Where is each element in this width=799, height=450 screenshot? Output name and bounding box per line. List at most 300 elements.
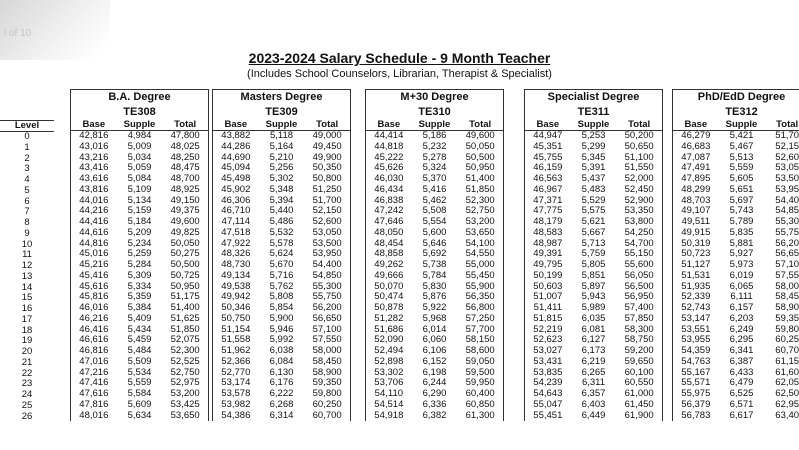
salary-cell: 59,200 bbox=[624, 345, 654, 356]
level-cell: 2 bbox=[24, 152, 30, 164]
salary-cell: 49,511 bbox=[681, 216, 711, 227]
column-header: Supple bbox=[418, 119, 451, 130]
salary-cell: 61,60 bbox=[775, 366, 799, 378]
salary-cell: 5,284 bbox=[127, 259, 152, 270]
salary-cell: 47,616 bbox=[79, 388, 109, 399]
degree-name: Masters Degree bbox=[240, 91, 323, 103]
salary-cell: 6,336 bbox=[422, 398, 447, 410]
table-row bbox=[673, 357, 799, 368]
salary-cell: 6,014 bbox=[422, 323, 447, 335]
salary-cell: 48,326 bbox=[221, 248, 251, 260]
table-row bbox=[525, 142, 662, 153]
salary-cell: 5,609 bbox=[127, 398, 152, 410]
degree-code: TE309 bbox=[265, 106, 298, 118]
salary-cell: 45,816 bbox=[79, 291, 109, 303]
salary-cell: 58,45 bbox=[775, 291, 799, 303]
salary-cell: 5,459 bbox=[127, 334, 152, 346]
salary-cell: 6,130 bbox=[269, 366, 294, 378]
table-row bbox=[673, 271, 799, 282]
salary-cell: 54,514 bbox=[374, 398, 404, 410]
salary-cell: 52,525 bbox=[170, 355, 200, 367]
salary-cell: 51,400 bbox=[170, 302, 200, 313]
salary-cell: 56,650 bbox=[312, 312, 342, 324]
salary-cell: 5,253 bbox=[581, 130, 606, 141]
salary-cell: 50,319 bbox=[681, 237, 711, 249]
table-row bbox=[366, 357, 503, 368]
salary-cell: 59,80 bbox=[775, 323, 799, 335]
salary-cell: 5,462 bbox=[422, 194, 447, 206]
salary-cell: 49,915 bbox=[681, 226, 711, 238]
salary-cell: 51,531 bbox=[681, 269, 711, 281]
table-row bbox=[71, 185, 208, 196]
salary-cell: 5,713 bbox=[581, 237, 606, 249]
level-cell: 0 bbox=[24, 131, 30, 142]
salary-cell: 5,927 bbox=[729, 248, 754, 260]
salary-cell: 58,450 bbox=[312, 355, 342, 367]
table-row bbox=[673, 228, 799, 239]
salary-cell: 5,034 bbox=[127, 151, 152, 163]
salary-cell: 57,100 bbox=[312, 323, 342, 335]
salary-cell: 55,750 bbox=[312, 291, 342, 303]
salary-cell: 57,550 bbox=[312, 334, 342, 346]
salary-cell: 5,059 bbox=[127, 162, 152, 174]
salary-cell: 52,743 bbox=[681, 302, 711, 313]
salary-cell: 45,616 bbox=[79, 280, 109, 292]
salary-cell: 5,692 bbox=[422, 248, 447, 260]
salary-cell: 47,922 bbox=[221, 237, 251, 249]
salary-cell: 47,775 bbox=[533, 205, 563, 217]
salary-cell: 5,486 bbox=[269, 216, 294, 227]
salary-cell: 50,950 bbox=[465, 162, 495, 174]
salary-cell: 5,416 bbox=[422, 183, 447, 195]
salary-cell: 47,016 bbox=[79, 355, 109, 367]
salary-cell: 5,881 bbox=[729, 237, 754, 249]
salary-cell: 6,065 bbox=[729, 280, 754, 292]
salary-cell: 44,016 bbox=[79, 194, 109, 206]
salary-cell: 46,159 bbox=[533, 162, 563, 174]
table-row bbox=[71, 271, 208, 282]
table-row bbox=[213, 228, 350, 239]
salary-cell: 60,100 bbox=[624, 366, 654, 378]
salary-cell: 55,000 bbox=[465, 259, 495, 270]
salary-cell: 5,467 bbox=[729, 140, 754, 152]
salary-cell: 5,302 bbox=[269, 173, 294, 184]
salary-cell: 47,087 bbox=[681, 151, 711, 163]
table-row bbox=[525, 357, 662, 368]
level-cell: 17 bbox=[21, 313, 33, 325]
column-header: Base bbox=[82, 119, 106, 130]
salary-cell: 52,750 bbox=[170, 366, 200, 378]
level-cell: 8 bbox=[24, 217, 30, 228]
salary-cell: 6,449 bbox=[581, 409, 606, 421]
salary-cell: 5,897 bbox=[581, 280, 606, 292]
salary-cell: 6,219 bbox=[581, 355, 606, 367]
salary-cell: 53,835 bbox=[533, 366, 563, 378]
salary-cell: 50,500 bbox=[170, 259, 200, 270]
salary-cell: 49,391 bbox=[533, 248, 563, 260]
salary-cell: 6,203 bbox=[729, 312, 754, 324]
salary-cell: 5,968 bbox=[422, 312, 447, 324]
salary-cell: 5,621 bbox=[581, 216, 606, 227]
salary-cell: 5,334 bbox=[127, 280, 152, 292]
salary-cell: 5,762 bbox=[269, 280, 294, 292]
salary-table bbox=[212, 89, 351, 421]
salary-cell: 5,509 bbox=[127, 355, 152, 367]
salary-cell: 5,716 bbox=[269, 269, 294, 281]
salary-cell: 53,200 bbox=[170, 388, 200, 399]
salary-cell: 5,359 bbox=[127, 291, 152, 303]
salary-cell: 47,416 bbox=[79, 377, 109, 389]
salary-cell: 43,882 bbox=[221, 130, 251, 141]
salary-cell: 50,199 bbox=[533, 269, 563, 281]
salary-cell: 6,341 bbox=[729, 345, 754, 356]
salary-cell: 5,784 bbox=[422, 269, 447, 281]
column-header: Total bbox=[316, 119, 339, 130]
salary-cell: 46,710 bbox=[221, 205, 251, 217]
salary-cell: 49,942 bbox=[221, 291, 251, 303]
level-cell: 5 bbox=[24, 184, 30, 196]
salary-cell: 56,500 bbox=[624, 280, 654, 292]
salary-cell: 50,603 bbox=[533, 280, 563, 292]
level-cell: 26 bbox=[21, 410, 33, 422]
salary-cell: 53,431 bbox=[533, 355, 563, 367]
salary-cell: 51,700 bbox=[312, 194, 342, 206]
salary-cell: 60,700 bbox=[312, 409, 342, 421]
salary-cell: 58,900 bbox=[312, 366, 342, 378]
salary-cell: 48,703 bbox=[681, 194, 711, 206]
salary-cell: 61,000 bbox=[624, 388, 654, 399]
salary-cell: 56,950 bbox=[624, 291, 654, 303]
salary-cell: 54,100 bbox=[465, 237, 495, 249]
salary-cell: 58,150 bbox=[465, 334, 495, 346]
salary-cell: 50,346 bbox=[221, 302, 251, 313]
salary-cell: 51,127 bbox=[681, 259, 711, 270]
salary-cell: 6,403 bbox=[581, 398, 606, 410]
column-header: Supple bbox=[577, 119, 610, 130]
salary-cell: 54,918 bbox=[374, 409, 404, 421]
salary-cell: 46,434 bbox=[374, 183, 404, 195]
level-cell: 16 bbox=[21, 303, 33, 314]
salary-cell: 5,697 bbox=[729, 194, 754, 206]
column-header: Total bbox=[776, 119, 799, 130]
salary-cell: 52,975 bbox=[170, 377, 200, 389]
salary-cell: 61,15 bbox=[775, 355, 799, 367]
salary-cell: 4,984 bbox=[127, 130, 152, 141]
salary-cell: 6,127 bbox=[581, 334, 606, 346]
table-row bbox=[213, 411, 350, 422]
salary-cell: 60,400 bbox=[465, 388, 495, 399]
salary-cell: 46,967 bbox=[533, 183, 563, 195]
salary-cell: 58,750 bbox=[624, 334, 654, 346]
salary-cell: 5,922 bbox=[422, 302, 447, 313]
salary-cell: 47,242 bbox=[374, 205, 404, 217]
salary-cell: 45,626 bbox=[374, 162, 404, 174]
salary-cell: 57,850 bbox=[624, 312, 654, 324]
salary-cell: 44,947 bbox=[533, 130, 563, 141]
column-header: Supple bbox=[123, 119, 156, 130]
salary-cell: 6,382 bbox=[422, 409, 447, 421]
salary-cell: 44,416 bbox=[79, 216, 109, 227]
table-row bbox=[71, 314, 208, 325]
salary-table bbox=[524, 89, 663, 421]
salary-table bbox=[365, 89, 504, 421]
salary-cell: 5,634 bbox=[127, 409, 152, 421]
salary-cell: 47,114 bbox=[221, 216, 251, 227]
level-column bbox=[0, 120, 54, 422]
salary-cell: 45,094 bbox=[221, 162, 251, 174]
salary-cell: 6,106 bbox=[422, 345, 447, 356]
salary-cell: 6,173 bbox=[581, 345, 606, 356]
salary-cell: 6,571 bbox=[729, 398, 754, 410]
salary-cell: 54,550 bbox=[465, 248, 495, 260]
salary-cell: 5,309 bbox=[127, 269, 152, 281]
salary-cell: 46,616 bbox=[79, 334, 109, 346]
salary-cell: 5,186 bbox=[422, 130, 447, 141]
salary-cell: 51,154 bbox=[221, 323, 251, 335]
salary-cell: 5,900 bbox=[269, 312, 294, 324]
salary-cell: 6,311 bbox=[581, 377, 606, 389]
salary-cell: 45,498 bbox=[221, 173, 251, 184]
table-row bbox=[673, 185, 799, 196]
salary-cell: 48,179 bbox=[533, 216, 563, 227]
salary-cell: 53,50 bbox=[775, 173, 799, 184]
salary-cell: 52,898 bbox=[374, 355, 404, 367]
salary-cell: 58,000 bbox=[312, 345, 342, 356]
table-row bbox=[366, 228, 503, 239]
salary-cell: 52,150 bbox=[312, 205, 342, 217]
salary-cell: 46,216 bbox=[79, 312, 109, 324]
salary-cell: 54,700 bbox=[624, 237, 654, 249]
salary-cell: 6,019 bbox=[729, 269, 754, 281]
salary-cell: 55,451 bbox=[533, 409, 563, 421]
salary-cell: 50,275 bbox=[170, 248, 200, 260]
level-cell: 15 bbox=[21, 292, 33, 304]
salary-cell: 5,835 bbox=[729, 226, 754, 238]
salary-cell: 44,816 bbox=[79, 237, 109, 249]
salary-cell: 52,339 bbox=[681, 291, 711, 303]
salary-cell: 60,25 bbox=[775, 334, 799, 346]
table-row bbox=[213, 271, 350, 282]
level-cell: 25 bbox=[21, 399, 33, 411]
salary-cell: 5,234 bbox=[127, 237, 152, 249]
level-cell: 23 bbox=[21, 378, 33, 390]
salary-cell: 6,060 bbox=[422, 334, 447, 346]
salary-cell: 5,409 bbox=[127, 312, 152, 324]
salary-cell: 47,816 bbox=[79, 398, 109, 410]
salary-cell: 5,164 bbox=[269, 140, 294, 152]
salary-cell: 6,265 bbox=[581, 366, 606, 378]
salary-cell: 50,650 bbox=[624, 140, 654, 152]
salary-cell: 6,268 bbox=[269, 398, 294, 410]
salary-cell: 5,134 bbox=[127, 194, 152, 206]
salary-cell: 49,538 bbox=[221, 280, 251, 292]
salary-cell: 5,421 bbox=[729, 130, 754, 141]
salary-cell: 53,578 bbox=[221, 388, 251, 399]
salary-cell: 5,989 bbox=[581, 302, 606, 313]
salary-cell: 55,975 bbox=[681, 388, 711, 399]
salary-cell: 5,159 bbox=[127, 205, 152, 217]
salary-cell: 47,646 bbox=[374, 216, 404, 227]
salary-cell: 51,007 bbox=[533, 291, 563, 303]
salary-cell: 48,050 bbox=[374, 226, 404, 238]
salary-cell: 50,070 bbox=[374, 280, 404, 292]
salary-cell: 51,550 bbox=[624, 162, 654, 174]
salary-cell: 51,250 bbox=[312, 183, 342, 195]
table-row bbox=[213, 142, 350, 153]
salary-cell: 5,440 bbox=[269, 205, 294, 217]
salary-cell: 50,950 bbox=[170, 280, 200, 292]
table-row bbox=[366, 271, 503, 282]
salary-cell: 48,454 bbox=[374, 237, 404, 249]
salary-cell: 50,723 bbox=[681, 248, 711, 260]
salary-cell: 57,10 bbox=[775, 259, 799, 270]
salary-cell: 51,962 bbox=[221, 345, 251, 356]
salary-cell: 53,982 bbox=[221, 398, 251, 410]
table-row bbox=[71, 357, 208, 368]
salary-cell: 5,830 bbox=[422, 280, 447, 292]
salary-cell: 49,666 bbox=[374, 269, 404, 281]
salary-cell: 5,109 bbox=[127, 183, 152, 195]
salary-cell: 6,111 bbox=[730, 291, 753, 303]
table-row bbox=[213, 357, 350, 368]
salary-cell: 62,50 bbox=[775, 388, 799, 399]
salary-cell: 48,987 bbox=[533, 237, 563, 249]
salary-cell: 60,70 bbox=[775, 345, 799, 356]
level-cell: 24 bbox=[21, 389, 33, 400]
salary-cell: 48,700 bbox=[170, 173, 200, 184]
salary-cell: 55,450 bbox=[465, 269, 495, 281]
table-row bbox=[71, 400, 208, 411]
salary-cell: 51,850 bbox=[170, 323, 200, 335]
salary-cell: 51,935 bbox=[681, 280, 711, 292]
table-row bbox=[673, 314, 799, 325]
level-cell: 13 bbox=[21, 270, 33, 282]
salary-cell: 51,815 bbox=[533, 312, 563, 324]
salary-cell: 58,600 bbox=[465, 345, 495, 356]
salary-cell: 52,600 bbox=[312, 216, 342, 227]
table-row bbox=[525, 411, 662, 422]
salary-cell: 50,878 bbox=[374, 302, 404, 313]
salary-cell: 57,700 bbox=[465, 323, 495, 335]
salary-cell: 5,299 bbox=[581, 140, 606, 152]
salary-cell: 49,900 bbox=[312, 151, 342, 163]
salary-cell: 5,624 bbox=[269, 248, 294, 260]
salary-cell: 6,479 bbox=[729, 377, 754, 389]
salary-cell: 44,616 bbox=[79, 226, 109, 238]
salary-cell: 5,559 bbox=[729, 162, 754, 174]
salary-cell: 56,050 bbox=[624, 269, 654, 281]
salary-cell: 54,400 bbox=[312, 259, 342, 270]
salary-cell: 61,300 bbox=[465, 409, 495, 421]
salary-cell: 49,134 bbox=[221, 269, 251, 281]
salary-cell: 6,176 bbox=[269, 377, 294, 389]
salary-cell: 47,216 bbox=[79, 366, 109, 378]
salary-cell: 49,600 bbox=[170, 216, 200, 227]
salary-cell: 5,584 bbox=[127, 388, 152, 399]
table-row bbox=[71, 142, 208, 153]
salary-cell: 52,494 bbox=[374, 345, 404, 356]
salary-cell: 5,759 bbox=[581, 248, 606, 260]
column-header: Total bbox=[628, 119, 651, 130]
salary-cell: 52,075 bbox=[170, 334, 200, 346]
table-row bbox=[213, 400, 350, 411]
salary-cell: 5,600 bbox=[422, 226, 447, 238]
table-row bbox=[525, 228, 662, 239]
salary-cell: 45,216 bbox=[79, 259, 109, 270]
salary-cell: 5,667 bbox=[581, 226, 606, 238]
salary-cell: 5,808 bbox=[269, 291, 294, 303]
level-cell: 11 bbox=[22, 249, 32, 261]
salary-cell: 44,818 bbox=[374, 140, 404, 152]
salary-cell: 6,617 bbox=[729, 409, 754, 421]
salary-cell: 60,250 bbox=[312, 398, 342, 410]
salary-cell: 6,387 bbox=[729, 355, 754, 367]
salary-cell: 53,027 bbox=[533, 345, 563, 356]
salary-cell: 59,35 bbox=[775, 312, 799, 324]
salary-cell: 46,306 bbox=[221, 194, 251, 206]
level-header: Level bbox=[0, 121, 54, 132]
salary-cell: 51,400 bbox=[465, 173, 495, 184]
salary-cell: 5,483 bbox=[581, 183, 606, 195]
salary-cell: 52,15 bbox=[775, 140, 799, 152]
salary-cell: 5,391 bbox=[581, 162, 606, 174]
table-row bbox=[525, 314, 662, 325]
column-header: Base bbox=[224, 119, 248, 130]
table-row bbox=[213, 314, 350, 325]
salary-cell: 5,484 bbox=[127, 345, 152, 356]
salary-cell: 56,65 bbox=[775, 248, 799, 260]
salary-cell: 51,282 bbox=[374, 312, 404, 324]
salary-cell: 61,900 bbox=[624, 409, 654, 421]
salary-cell: 6,157 bbox=[729, 302, 754, 313]
salary-cell: 54,850 bbox=[312, 269, 342, 281]
salary-cell: 54,40 bbox=[775, 194, 799, 206]
salary-table bbox=[672, 89, 799, 421]
salary-cell: 62,95 bbox=[775, 398, 799, 410]
salary-cell: 59,650 bbox=[624, 355, 654, 367]
salary-cell: 54,85 bbox=[775, 205, 799, 217]
salary-cell: 46,838 bbox=[374, 194, 404, 206]
salary-cell: 5,118 bbox=[269, 130, 294, 141]
salary-cell: 51,850 bbox=[465, 183, 495, 195]
salary-cell: 49,600 bbox=[465, 130, 495, 141]
salary-cell: 53,425 bbox=[170, 398, 200, 410]
salary-cell: 55,571 bbox=[681, 377, 711, 389]
degree-code: TE308 bbox=[123, 106, 156, 118]
salary-cell: 56,20 bbox=[775, 237, 799, 249]
salary-cell: 49,000 bbox=[312, 130, 342, 141]
salary-cell: 6,198 bbox=[422, 366, 447, 378]
salary-cell: 46,016 bbox=[79, 302, 109, 313]
salary-cell: 53,650 bbox=[170, 409, 200, 421]
salary-cell: 53,302 bbox=[374, 366, 404, 378]
salary-cell: 46,683 bbox=[681, 140, 711, 152]
table-row bbox=[673, 411, 799, 422]
salary-cell: 53,650 bbox=[465, 226, 495, 238]
salary-cell: 50,800 bbox=[312, 173, 342, 184]
salary-cell: 5,578 bbox=[269, 237, 294, 249]
table-row bbox=[71, 228, 208, 239]
salary-cell: 52,090 bbox=[374, 334, 404, 346]
salary-cell: 46,279 bbox=[681, 130, 711, 141]
salary-cell: 43,016 bbox=[79, 140, 109, 152]
salary-cell: 53,800 bbox=[624, 216, 654, 227]
salary-cell: 44,690 bbox=[221, 151, 251, 163]
salary-cell: 5,508 bbox=[422, 205, 447, 217]
salary-cell: 49,795 bbox=[533, 259, 563, 270]
salary-cell: 46,416 bbox=[79, 323, 109, 335]
table-row bbox=[673, 142, 799, 153]
